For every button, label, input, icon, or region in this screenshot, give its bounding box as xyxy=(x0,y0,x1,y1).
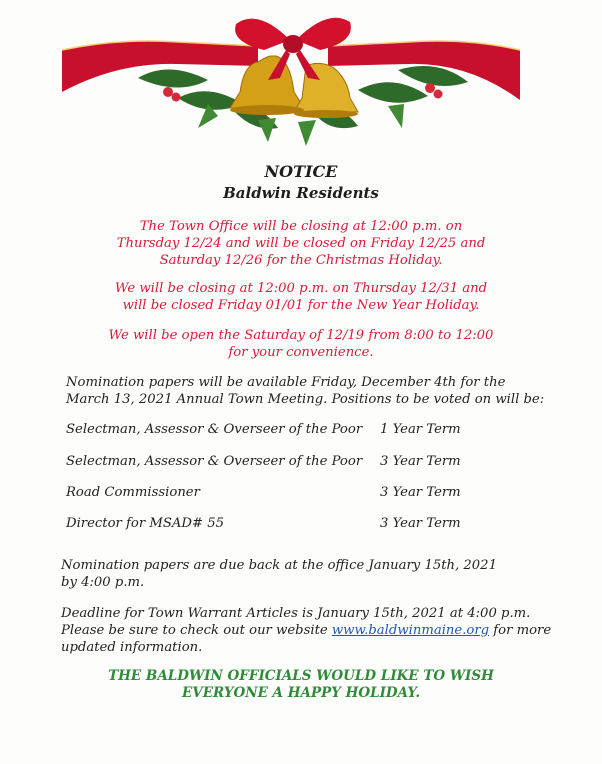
closing-line: We will be closing at 12:00 p.m. on Thursday 12/31 and xyxy=(114,281,488,296)
deadline-line: updated information. xyxy=(61,640,203,655)
due-line: Nomination papers are due back at the office January 15th, 2021 xyxy=(61,558,497,573)
christmas-bells-banner xyxy=(58,0,528,150)
closing-line: Saturday 12/26 for the Christmas Holiday. xyxy=(159,253,443,268)
due-line: by 4:00 p.m. xyxy=(61,575,145,590)
website-link[interactable]: www.baldwinmaine.org xyxy=(331,623,490,638)
holiday-wish xyxy=(0,668,602,702)
position-term: 1 Year Term xyxy=(380,422,461,437)
closing-line: Thursday 12/24 and will be closed on Friday 12/25 and xyxy=(116,236,486,251)
wish-line: THE BALDWIN OFFICIALS WOULD LIKE TO WISH xyxy=(108,668,494,684)
due-back-notice xyxy=(61,557,497,591)
position-row xyxy=(66,516,486,531)
website-prefix: Please be sure to check out our website xyxy=(61,623,332,638)
website-line xyxy=(61,622,551,639)
position-name: Director for MSAD# 55 xyxy=(66,516,224,531)
notice-subtitle: Baldwin Residents xyxy=(223,184,379,202)
position-term: 3 Year Term xyxy=(380,454,461,469)
deadline-notice xyxy=(61,605,551,656)
intro-line: Nomination papers will be available Friday, December 4th for the xyxy=(66,375,506,390)
position-term: 3 Year Term xyxy=(380,516,461,531)
nomination-intro xyxy=(66,374,544,408)
saturday-open-notice xyxy=(0,327,602,361)
open-line: We will be open the Saturday of 12/19 from 8:00 to 12:00 xyxy=(108,328,494,343)
closing-line: The Town Office will be closing at 12:00 p.m. on xyxy=(139,219,463,234)
deadline-line: Deadline for Town Warrant Articles is January 15th, 2021 at 4:00 p.m. xyxy=(61,606,531,621)
new-year-closing-notice xyxy=(0,280,602,314)
position-term: 3 Year Term xyxy=(380,485,461,500)
intro-line: March 13, 2021 Annual Town Meeting. Positions to be voted on will be: xyxy=(66,392,545,407)
position-row xyxy=(66,422,486,437)
wish-line: EVERYONE A HAPPY HOLIDAY. xyxy=(181,685,421,701)
position-name: Road Commissioner xyxy=(66,485,200,500)
notice-title: NOTICE xyxy=(264,162,338,181)
position-name: Selectman, Assessor & Overseer of the Poor xyxy=(66,422,363,437)
position-row xyxy=(66,485,486,500)
open-line: for your convenience. xyxy=(228,345,374,360)
position-name: Selectman, Assessor & Overseer of the Poor xyxy=(66,454,363,469)
position-row xyxy=(66,454,486,469)
website-suffix: for more xyxy=(489,623,552,638)
town-office-closing-notice xyxy=(0,218,602,269)
closing-line: will be closed Friday 01/01 for the New Year Holiday. xyxy=(122,298,480,313)
